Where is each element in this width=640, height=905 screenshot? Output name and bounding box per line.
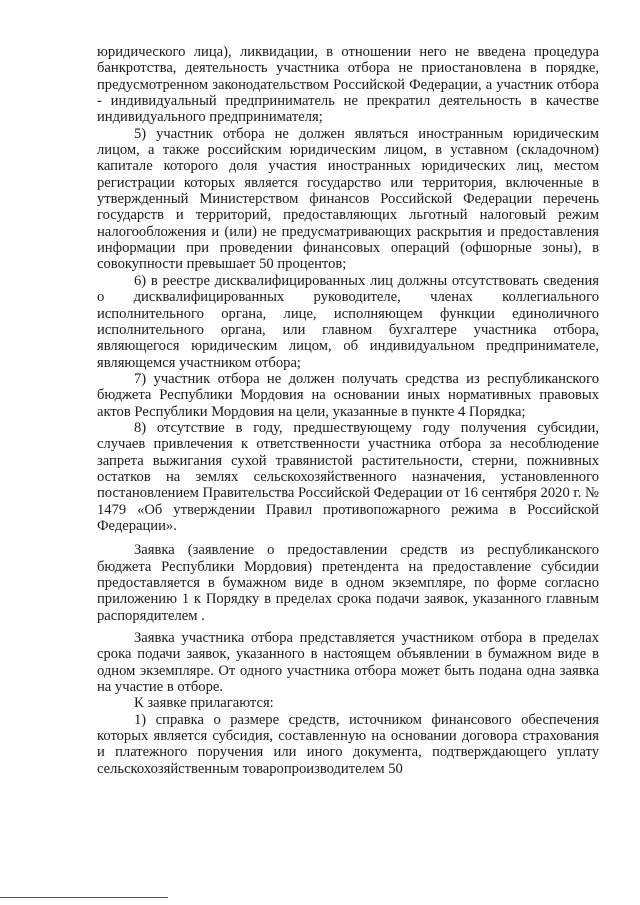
paragraph-item-5: 5) участник отбора не должен являться иностранным юридическим лицом, а также российским юридическим лицом, в уставном (складочном) капитале которого доля участия иностранных юридических лиц, местом регистрации которых является государство или территория, включенные в утвержденный Министерством финансов Российской Федерации перечень государств и территорий, предоставляющих льготный налоговый режим налогообложения и (или) не предусматривающих раскрытия и предоставления информации при проведении финансовых операций (офшорные зоны), в совокупности превышает 50 процентов; [97, 125, 599, 273]
document-body [97, 44, 599, 777]
paragraph-application-submission: Заявка участника отбора представляется участником отбора в пределах срока подачи заявок, указанного в настоящем объявлении в бумажном виде в одном экземпляре. От одного участника отбора может быть подана одна заявка на участие в отборе. [97, 630, 599, 696]
paragraph-item-7: 7) участник отбора не должен получать средства из республиканского бюджета Республики Мордовия на основании иных нормативных правовых актов Республики Мордовия на цели, указанные в пункте 4 Порядка; [97, 370, 599, 420]
paragraph-application-form: Заявка (заявление о предоставлении средств из республиканского бюджета Республики Мордовия) претендента на предоставление субсидии предоставляется в бумажном виде в одном экземпляре, по форме согласно приложению 1 к Порядку в пределах срока подачи заявок, указанного главным распорядителем . [97, 542, 599, 624]
paragraph-attachment-1: 1) справка о размере средств, источником финансового обеспечения которых является субсидия, составленную на основании договора страхования и платежного поручения или иного документа, подтверждающего уплату сельскохозяйственным товаропроизводителем 50 [97, 711, 599, 777]
paragraph-legal-entity-status: юридического лица), ликвидации, в отношении него не введена процедура банкротства, деятельность участника отбора не приостановлена в порядке, предусмотренном законодательством Российской Федерации, а участник отбора - индивидуальный предприниматель не прекратил деятельность в качестве индивидуального предпринимателя; [97, 44, 599, 126]
paragraph-item-6: 6) в реестре дисквалифицированных лиц должны отсутствовать сведения о дисквалифицированных руководителе, членах коллегиального исполнительного органа, лице, исполняющем функции единоличного исполнительного органа, или главном бухгалтере участника отбора, являющегося юридическим лицом, об индивидуальном предпринимателе, являющемся участником отбора; [97, 272, 599, 371]
paragraph-attachments-heading: К заявке прилагаются: [134, 695, 274, 712]
footnote-separator-line [0, 897, 168, 898]
paragraph-item-8: 8) отсутствие в году, предшествующему году получения субсидии, случаев привлечения к ответственности участника отбора за несоблюдение запрета выжигания сухой травянистой растительности, стерни, пожнивных остатков на землях сельскохозяйственного назначения, установленного постановлением Правительства Российской Федерации от 16 сентября 2020 г. № 1479 «Об утверждении Правил противопожарного режима в Российской Федерации». [97, 419, 599, 534]
